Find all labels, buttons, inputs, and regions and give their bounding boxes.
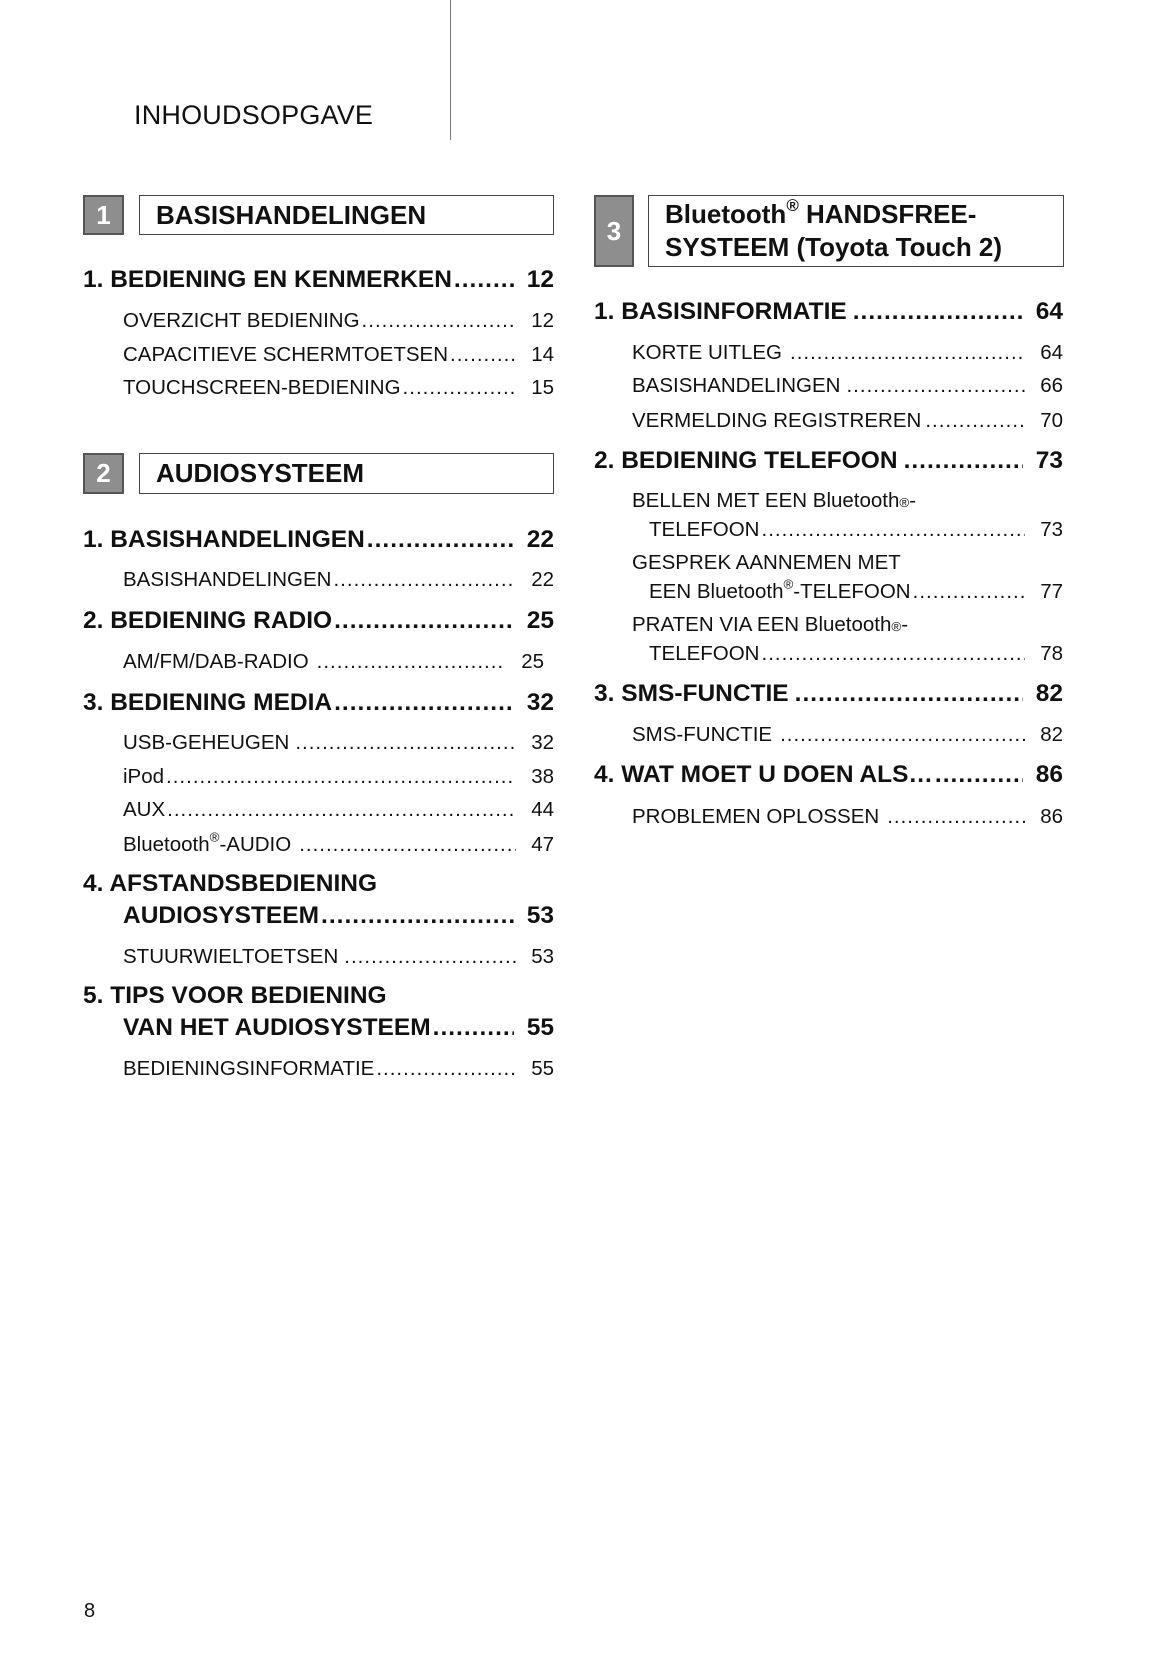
entry-label: 1. BEDIENING EN KENMERKEN [83,266,452,293]
dot-leader [362,306,516,336]
entry-page: 70 [1040,409,1063,432]
dot-leader [913,577,1025,607]
entry-label: 2. BEDIENING TELEFOON [594,447,898,474]
entry-label: 1. BASISHANDELINGEN [83,526,365,553]
toc-entry[interactable] [632,338,1063,368]
toc-entry[interactable] [123,647,544,677]
entry-page: 38 [531,765,554,788]
entry-label [649,577,911,607]
section-title-1 [139,195,554,235]
divider-line [450,0,451,140]
entry-page: 44 [531,798,554,821]
entry-label: VAN HET AUDIOSYSTEEM [123,1014,431,1041]
toc-entry[interactable] [123,830,554,860]
entry-page: 73 [1035,447,1063,474]
entry-label: PROBLEMEN OPLOSSEN [632,805,880,828]
entry-label: AUDIOSYSTEEM [123,902,320,929]
toc-entry[interactable] [123,795,554,825]
toc-entry[interactable] [632,406,1063,436]
entry-label: 4. AFSTANDSBEDIENING [83,870,378,897]
toc-entry[interactable] [649,515,1063,545]
entry-page: 66 [1040,374,1063,397]
dot-leader [790,338,1025,368]
toc-entry[interactable] [632,720,1063,750]
entry-label: BASISHANDELINGEN [632,374,841,397]
dot-leader [344,942,516,972]
entry-page: 32 [531,731,554,754]
page-title: INHOUDSOPGAVE [134,100,374,130]
section-title-2 [139,453,554,494]
dot-leader [333,565,516,595]
entry-page: 78 [1040,642,1063,665]
toc-entry-line1[interactable]: PRATEN VIA EEN Bluetooth ® - [632,610,1063,640]
entry-label: VERMELDING REGISTREREN [632,409,922,432]
dot-leader [367,525,514,555]
dot-leader [853,297,1023,327]
section-title-text: AUDIOSYSTEEM [156,458,365,488]
entry-label-part: -AUDIO [219,833,292,856]
entry-label: PRATEN VIA EEN Bluetooth [632,613,892,636]
toc-entry[interactable] [123,728,554,758]
dot-leader [166,762,516,792]
entry-page: 22 [531,568,554,591]
dot-leader [433,1013,514,1043]
entry-label-part: - [901,613,909,636]
page-number: 8 [84,1600,96,1622]
dot-leader [321,901,514,931]
entry-label: CAPACITIEVE SCHERMTOETSEN [123,343,449,366]
registered-mark: ® [786,196,799,216]
entry-label: 4. WAT MOET U DOEN ALS… [594,761,933,788]
entry-label: AUX [123,798,166,821]
section-title-text: BASISHANDELINGEN [156,199,427,230]
entry-label-part: Bluetooth [123,833,210,856]
dot-leader [334,606,514,636]
entry-label: BELLEN MET EEN Bluetooth [632,489,900,512]
dot-leader [167,795,516,825]
toc-entry[interactable] [123,340,554,370]
toc-entry-line1[interactable] [83,869,554,899]
toc-entry[interactable] [123,1054,554,1084]
dot-leader [295,728,516,758]
toc-entry[interactable] [649,577,1063,607]
dot-leader [935,760,1023,790]
dot-leader [299,830,516,860]
section-badge-1: 1 [83,195,124,235]
entry-page: 55 [531,1057,554,1080]
entry-label: 2. BEDIENING RADIO [83,607,333,634]
toc-entry[interactable] [83,606,554,636]
entry-label: AM/FM/DAB-RADIO [123,650,309,673]
section-badge-3: 3 [594,195,634,267]
entry-page: 82 [1035,680,1063,707]
dot-leader [403,373,516,403]
dot-leader [450,340,516,370]
section-title-line1 [665,198,1063,231]
toc-entry[interactable] [123,306,554,336]
toc-entry-line1[interactable] [83,981,554,1011]
entry-label: GESPREK AANNEMEN MET [632,551,901,574]
entry-label: 3. BEDIENING MEDIA [83,689,333,716]
dot-leader [454,265,514,295]
entry-label: 5. TIPS VOOR BEDIENING [83,982,387,1009]
registered-mark: ® [209,829,220,845]
entry-label: STUURWIELTOETSEN [123,945,339,968]
entry-page: 14 [531,343,554,366]
toc-entry[interactable] [594,446,1063,476]
entry-label-part: EEN Bluetooth [649,580,784,603]
entry-label: SMS-FUNCTIE [632,723,773,746]
entry-label: 1. BASISINFORMATIE [594,298,847,325]
toc-entry[interactable] [123,901,554,931]
entry-label: BASISHANDELINGEN [123,568,332,591]
entry-page: 55 [526,1014,554,1041]
dot-leader [887,802,1025,832]
section-title-3 [648,195,1064,267]
entry-page: 64 [1035,298,1063,325]
entry-page: 47 [531,833,554,856]
toc-entry[interactable] [649,639,1063,669]
entry-label [123,830,291,860]
dot-leader [317,647,506,677]
section-title-text: Bluetooth [665,199,787,229]
entry-label: TELEFOON [649,642,760,665]
toc-entry[interactable] [594,297,1063,327]
entry-label-part: -TELEFOON [793,580,911,603]
entry-label: iPod [123,765,165,788]
entry-page: 15 [531,376,554,399]
entry-label: TOUCHSCREEN-BEDIENING [123,376,401,399]
toc-entry[interactable] [632,802,1063,832]
toc-entry[interactable] [632,371,1063,401]
toc-entry[interactable] [123,762,554,792]
entry-label: TELEFOON [649,518,760,541]
dot-leader [762,639,1026,669]
entry-page: 25 [526,607,554,634]
entry-page: 86 [1040,805,1063,828]
entry-page: 12 [531,309,554,332]
section-title-text: HANDSFREE- [798,199,977,229]
toc-entry[interactable] [594,760,1063,790]
entry-page: 64 [1040,341,1063,364]
toc-entry[interactable] [83,265,554,295]
toc-entry[interactable] [83,688,554,718]
entry-page: 53 [531,945,554,968]
toc-entry-line1[interactable]: BELLEN MET EEN Bluetooth ® - [632,486,1063,516]
entry-label: KORTE UITLEG [632,341,782,364]
toc-entry[interactable] [123,565,554,595]
section-badge-2: 2 [83,453,124,494]
entry-page: 82 [1040,723,1063,746]
registered-mark: ® [783,576,794,592]
dot-leader [925,406,1025,436]
entry-page: 86 [1035,761,1063,788]
entry-page: 25 [521,650,544,673]
entry-page: 22 [526,526,554,553]
dot-leader [376,1054,516,1084]
entry-label-part: - [909,489,917,512]
entry-label: OVERZICHT BEDIENING [123,309,360,332]
entry-label: 3. SMS-FUNCTIE [594,680,789,707]
toc-entry[interactable] [123,373,554,403]
toc-entry[interactable] [123,1013,554,1043]
toc-entry[interactable] [594,679,1063,709]
dot-leader [795,679,1023,709]
dot-leader [846,371,1025,401]
dot-leader [762,515,1026,545]
entry-page: 32 [526,689,554,716]
entry-page: 12 [526,266,554,293]
dot-leader [334,688,514,718]
section-title-line2: SYSTEEM (Toyota Touch 2) [665,232,1003,262]
entry-label: BEDIENINGSINFORMATIE [123,1057,375,1080]
toc-entry[interactable] [83,525,554,555]
entry-page: 53 [526,902,554,929]
toc-entry-line1[interactable] [632,548,1063,578]
toc-entry[interactable] [123,942,554,972]
entry-page: 73 [1040,518,1063,541]
entry-page: 77 [1040,580,1063,603]
dot-leader [904,446,1023,476]
dot-leader [780,720,1025,750]
entry-label: USB-GEHEUGEN [123,731,290,754]
